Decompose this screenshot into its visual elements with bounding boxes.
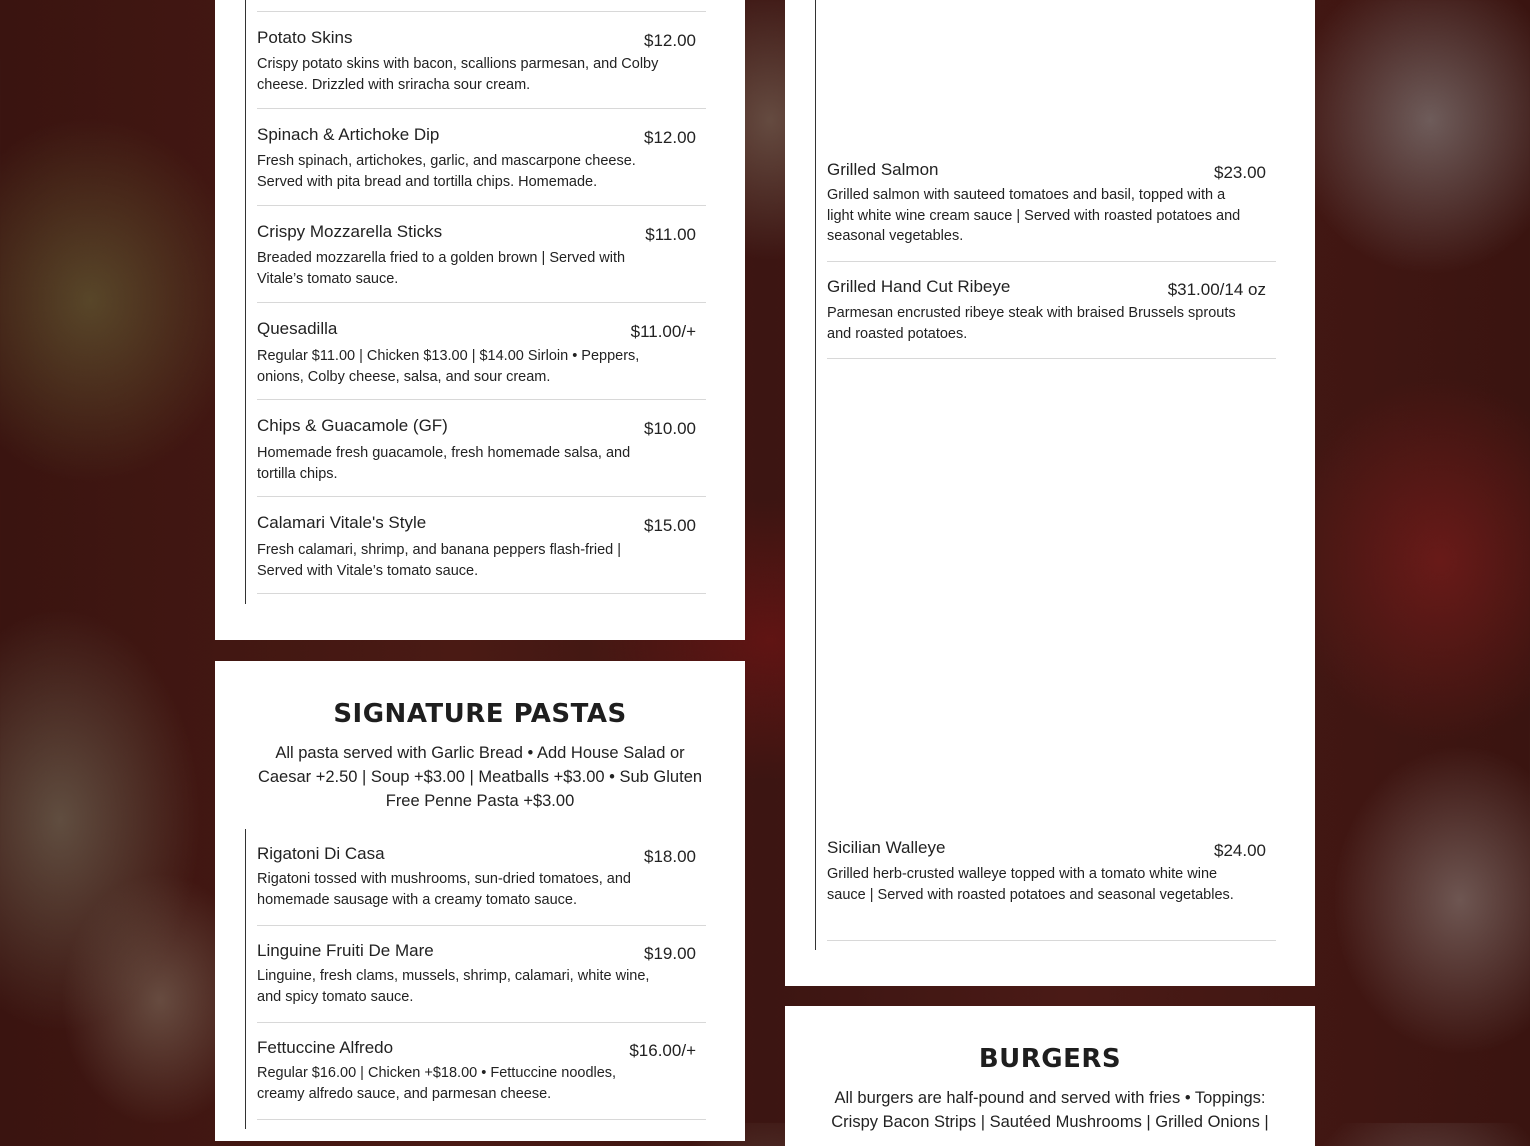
item-description: Rigatoni tossed with mushrooms, sun-dried tomatoes, and homemade sausage with a creamy tomato sauce. — [257, 871, 631, 908]
image-placeholder — [816, 359, 1276, 829]
item-name: Grilled Salmon — [827, 160, 939, 179]
item-name: Sicilian Walleye — [827, 838, 946, 857]
item-name: Spinach & Artichoke Dip — [257, 125, 440, 144]
item-description: Grilled herb-crusted walleye topped with a tomato white wine sauce | Served with roasted potatoes and seasonal vegetables. — [827, 866, 1234, 903]
list-item — [257, 0, 706, 12]
menu-item — [827, 262, 1276, 359]
item-price: $15.00 — [644, 516, 696, 535]
section-title: BURGERS — [978, 1044, 1122, 1074]
section-title: SIGNATURE PASTAS — [333, 699, 627, 729]
burgers-card — [785, 1006, 1315, 1146]
item-name: Rigatoni Di Casa — [257, 844, 385, 863]
item-name: Chips & Guacamole (GF) — [257, 416, 448, 435]
section-note: All burgers are half-pound and served with fries • Toppings: Crispy Bacon Strips | Sautéed Mushrooms | Grilled Onions | — [831, 1089, 1269, 1131]
menu-item — [257, 497, 706, 594]
menu-item — [257, 926, 706, 1023]
appetizers-card — [215, 0, 745, 640]
item-name: Quesadilla — [257, 319, 338, 338]
item-price: $23.00 — [1214, 163, 1266, 182]
section-note: All pasta served with Garlic Bread • Add House Salad or Caesar +2.50 | Soup +$3.00 | Meatballs +$3.00 • Sub Gluten Free Penne Pasta +$3.00 — [257, 744, 703, 810]
item-description: Fresh calamari, shrimp, and banana peppers flash-fried | Served with Vitale’s tomato sauce. — [257, 542, 622, 579]
item-description: Parmesan encrusted ribeye steak with braised Brussels sprouts and roasted potatoes. — [827, 305, 1236, 342]
item-description: Regular $16.00 | Chicken +$18.00 • Fettuccine noodles, creamy alfredo sauce, and parmesan cheese. — [257, 1065, 617, 1102]
image-placeholder — [816, 0, 1276, 150]
item-price: $12.00 — [644, 31, 696, 50]
menu-item — [257, 109, 706, 206]
item-name: Fettuccine Alfredo — [257, 1038, 394, 1057]
item-price: $24.00 — [1214, 841, 1266, 860]
menu-item — [257, 303, 706, 400]
item-description: Linguine, fresh clams, mussels, shrimp, calamari, white wine, and spicy tomato sauce. — [257, 968, 650, 1005]
appetizers-list — [245, 0, 706, 604]
menu-item — [827, 829, 1276, 941]
entrees-list — [815, 0, 1276, 950]
item-price: $12.00 — [644, 128, 696, 147]
item-name: Grilled Hand Cut Ribeye — [827, 277, 1011, 296]
item-name: Calamari Vitale's Style — [257, 513, 427, 532]
item-price: $31.00/14 oz — [1167, 280, 1266, 299]
item-price: $16.00/+ — [629, 1041, 696, 1060]
entrees-card — [785, 0, 1315, 986]
menu-item — [827, 150, 1276, 262]
item-price: $18.00 — [644, 847, 696, 866]
item-price: $11.00/+ — [630, 322, 696, 341]
item-description: Regular $11.00 | Chicken $13.00 | $14.00 Sirloin • Peppers, onions, Colby cheese, salsa, and sour cream. — [257, 348, 640, 385]
item-price: $10.00 — [644, 419, 696, 438]
menu-item — [257, 829, 706, 926]
pastas-list — [245, 829, 706, 1129]
item-description: Fresh spinach, artichokes, garlic, and mascarpone cheese. Served with pita bread and tortilla chips. Homemade. — [257, 153, 636, 190]
menu-item — [257, 400, 706, 497]
signature-pastas-card — [215, 661, 745, 1141]
item-description: Crispy potato skins with bacon, scallions parmesan, and Colby cheese. Drizzled with sriracha sour cream. — [257, 56, 659, 93]
item-name: Potato Skins — [257, 28, 353, 47]
item-name: Crispy Mozzarella Sticks — [257, 222, 443, 241]
item-price: $19.00 — [644, 944, 696, 963]
menu-item — [257, 1023, 706, 1120]
item-description: Grilled salmon with sauteed tomatoes and basil, topped with a light white wine cream sauce | Served with roasted potatoes and seasonal vegetables. — [827, 187, 1241, 244]
item-description: Breaded mozzarella fried to a golden brown | Served with Vitale’s tomato sauce. — [257, 250, 626, 287]
item-description: Homemade fresh guacamole, fresh homemade salsa, and tortilla chips. — [257, 445, 631, 482]
menu-item — [257, 12, 706, 109]
menu-item — [257, 206, 706, 303]
item-name: Linguine Fruiti De Mare — [257, 941, 434, 960]
item-price: $11.00 — [645, 225, 696, 244]
